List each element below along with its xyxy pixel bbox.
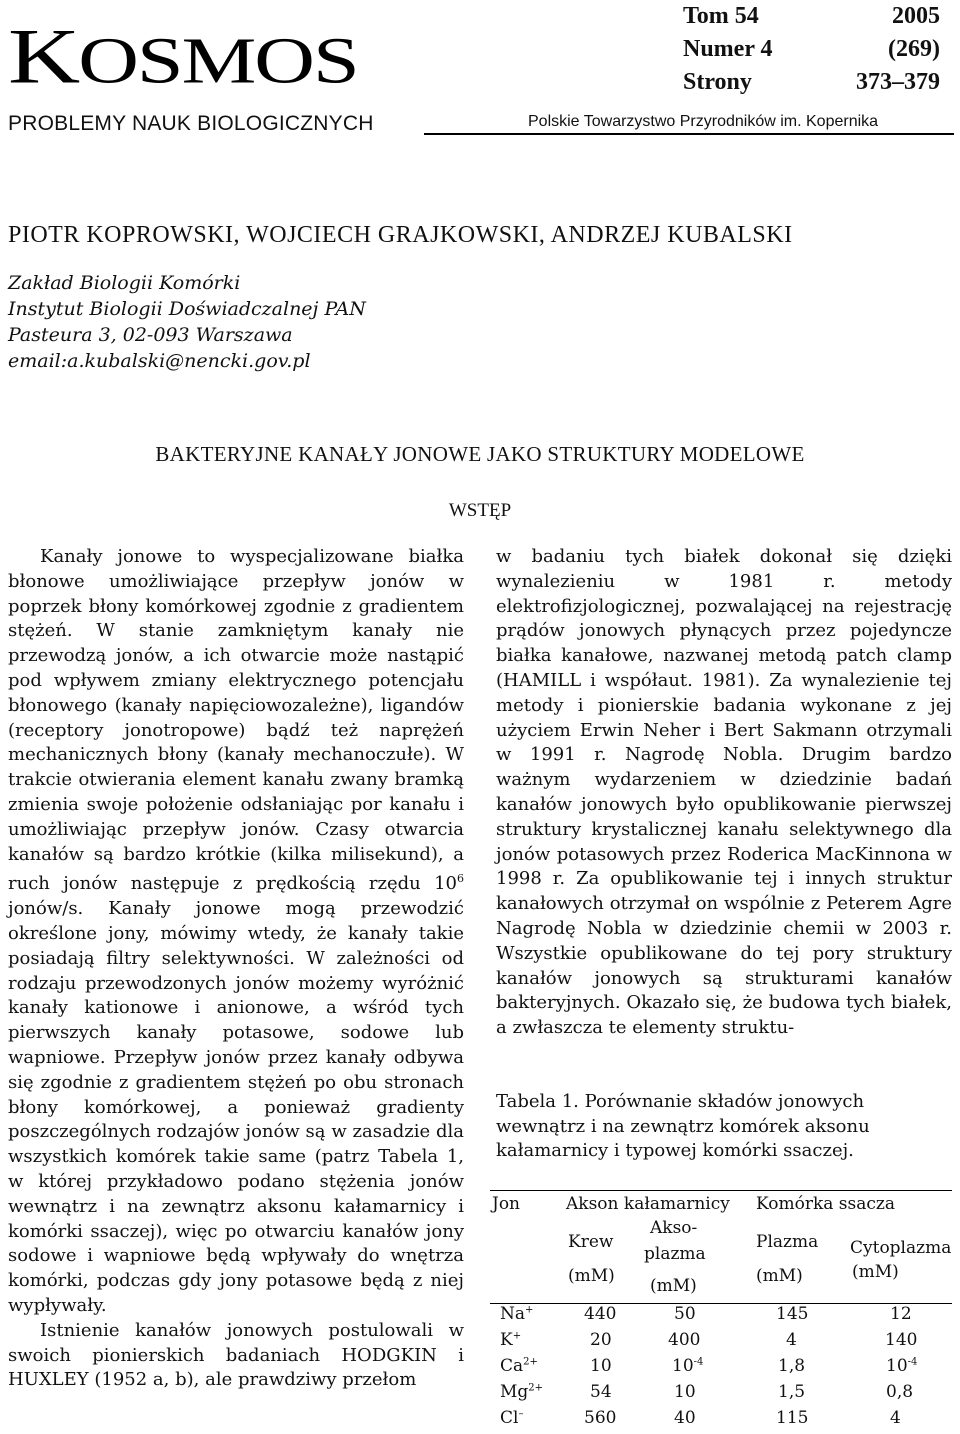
value-cell: 440 [584,1304,617,1324]
value-cell: 54 [590,1382,612,1402]
value-cell: 4 [786,1330,797,1350]
left-column [8,545,464,1393]
subheader-blood-unit: (mM) [568,1266,615,1286]
paragraph: w badaniu tych białek dokonał się dzięki wynalezieniu w 1981 r. metody elektrofizjologicznej, pozwalającej na rejestrację prądów jonowych płynących przez pojedyncze białka kanałowe, nazwanej metodą patch clamp (HAMILL i współaut. 1981). Za wynalezienie tej metody i pionierskie badania wykonane z jej użyciem Erwin Neher i Bert Sakmann otrzymali w 1991 r. Nagrodę Nobla. Drugim bardzo ważnym wydarzeniem w dziedzinie badań kanałów jonowych było opublikowanie pierwszej struktury krystalicznej kanału selektywnego dla jonów potasowych przez Roderica MacKinnona w 1998 r. Za opublikowanie tej i innych struktur kanałowych otrzymał on wspólnie z Peterem Agre Nagrodę Nobla w dziedzinie chemii w 2003 r. Wszystkie opublikowane do tej pory struktury kanałów jonowych są strukturami kanałów bakteryjnych. Okazało się, że budowa tych białek, a zwłaszcza te elementy struktu- [496,546,952,1039]
group-header-squid: Akson kałamarnicy [566,1194,730,1214]
paragraph: Kanały jonowe to wyspecjalizowane białka błonowe umożliwiające przepływ jonów w poprzek błony komórkowej zgodnie z gradientem stężeń. W stanie zamkniętym kanały nie przewodzą jonów, a ich otwarcie może nastąpić pod wpływem zmiany elektrycznego potencjału błonowego (kanały napięciowozależne), ligandów (receptory jonotropowe) bądź też naprężeń mechanicznych błony (kanały mechanoczułe). W trakcie otwierania element kanału zwany bramką zmienia swoje położenie odsłaniając por kanału i umożliwiając przepływ jonów. Czasy otwarcia kanałów są bardzo krótkie (kilka milisekund), a ruch jonów następuje z prędkością rzędu $10^6$ jonów/s. Kanały jonowe mogą przewodzić określone jony, mówimy wtedy, że kanały takie posiadają filtry selektywności. W zależności od rodzaju przewodzonych jonów możemy wyróżnić kanały kationowe i anionowe, a wśród tych pierwszych kanały potasowe, sodowe lub wapniowe. Przepływ jonów przez kanały odbywa się zgodnie z gradientem stężeń po obu stronach błony komórkowej, a ponieważ gradienty poszczególnych rodzajów jonów są w zasadzie dla wszystkich komórek takie same (patrz Tabela 1, w której przykładowo podano stężenia jonów wewnątrz i na zewnątrz aksonu kałamarnicy i komórki ssaczej), więc po otwarciu kanałów jony sodowe i wapniowe będą wpływały do wnętrza komórki, podczas gdy jony potasowe będą z niej wypływały. [8,546,464,1316]
pages-label: Strony [683,69,752,95]
value-cell: 4 [890,1408,901,1428]
affiliation-line: Zakład Biologii Komórki [8,272,241,294]
table-row [490,1356,952,1382]
society-name: Polskie Towarzystwo Przyrodników im. Kopernika [528,113,879,130]
value-cell: 145 [776,1304,809,1324]
table-row [490,1408,952,1434]
value-cell: 1,5 [778,1382,806,1402]
value-cell: 10 [674,1382,696,1402]
subheader-cytoplasm-unit: (mM) [852,1262,899,1282]
value-cell: 1,8 [778,1356,806,1376]
affiliation [8,270,366,374]
value-cell: 20 [590,1330,612,1350]
value-cell: 40 [674,1408,696,1428]
value-cell: 560 [584,1408,617,1428]
ion-cell: Na+ [500,1304,534,1324]
pages-value: 373–379 [856,69,940,95]
col-header-ion: Jon [492,1194,520,1214]
subheader-plasma-unit: (mM) [756,1266,803,1286]
section-heading: WSTĘP [448,500,512,521]
value-cell: 115 [776,1408,809,1428]
value-cell: 50 [674,1304,696,1324]
authors: PIOTR KOPROWSKI, WOJCIECH GRAJKOWSKI, ANDRZEJ KUBALSKI [8,222,793,248]
value-cell: 12 [890,1304,912,1324]
affiliation-email: email:a.kubalski@nencki.gov.pl [8,350,311,372]
table-row [490,1304,952,1330]
subheader-cytoplasm: Cytoplazma [850,1238,952,1258]
article-title: BAKTERYJNE KANAŁY JONOWE JAKO STRUKTURY MODELOWE [155,442,805,466]
ion-cell: K+ [500,1330,522,1350]
subheader-axoplasm-unit: (mM) [650,1276,697,1296]
subheader-axoplasm: Akso- [650,1218,698,1238]
table-row [490,1382,952,1408]
value-cell: $10^{-4}$ [672,1356,704,1376]
paragraph: Istnienie kanałów jonowych postulowali w swoich pionierskich badaniach HODGKIN i HUXLEY (1952 a, b), ale prawdziwy przełom [8,1319,464,1391]
year-value: 2005 [892,3,940,29]
value-cell: 400 [668,1330,701,1350]
ion-cell: $Mg^{2+}$ [500,1382,544,1402]
issue-number-value: (269) [888,36,940,62]
issue-label: Numer 4 [683,36,773,62]
value-cell: 140 [885,1330,918,1350]
ion-cell: $Ca^{2+}$ [500,1356,538,1376]
right-column [496,545,952,1041]
group-header-mammal: Komórka ssacza [756,1194,895,1214]
value-cell: 0,8 [886,1382,914,1402]
journal-subtitle: PROBLEMY NAUK BIOLOGICZNYCH [8,112,374,135]
volume-label: Tom 54 [683,3,759,29]
subheader-plasma: Plazma [756,1232,819,1252]
journal-logo: KOSMOS [8,13,358,100]
ion-cell: Cl– [500,1408,524,1428]
subheader-blood: Krew [568,1232,614,1252]
value-cell: 10 [590,1356,612,1376]
affiliation-line: Pasteura 3, 02-093 Warszawa [8,324,293,346]
issue-labels [683,0,773,99]
value-cell: $10^{-4}$ [886,1356,918,1376]
header-rule [424,133,954,135]
issue-values [856,0,940,99]
table-top-rule [490,1190,952,1191]
subheader-axoplasm-2: plazma [644,1244,706,1264]
table-row [490,1330,952,1356]
table-caption: Tabela 1. Porównanie składów jonowych wewnątrz i na zewnątrz komórek aksonu kałamarnicy i typowej komórki ssaczej. [496,1091,870,1161]
affiliation-line: Instytut Biologii Doświadczalnej PAN [8,298,366,320]
